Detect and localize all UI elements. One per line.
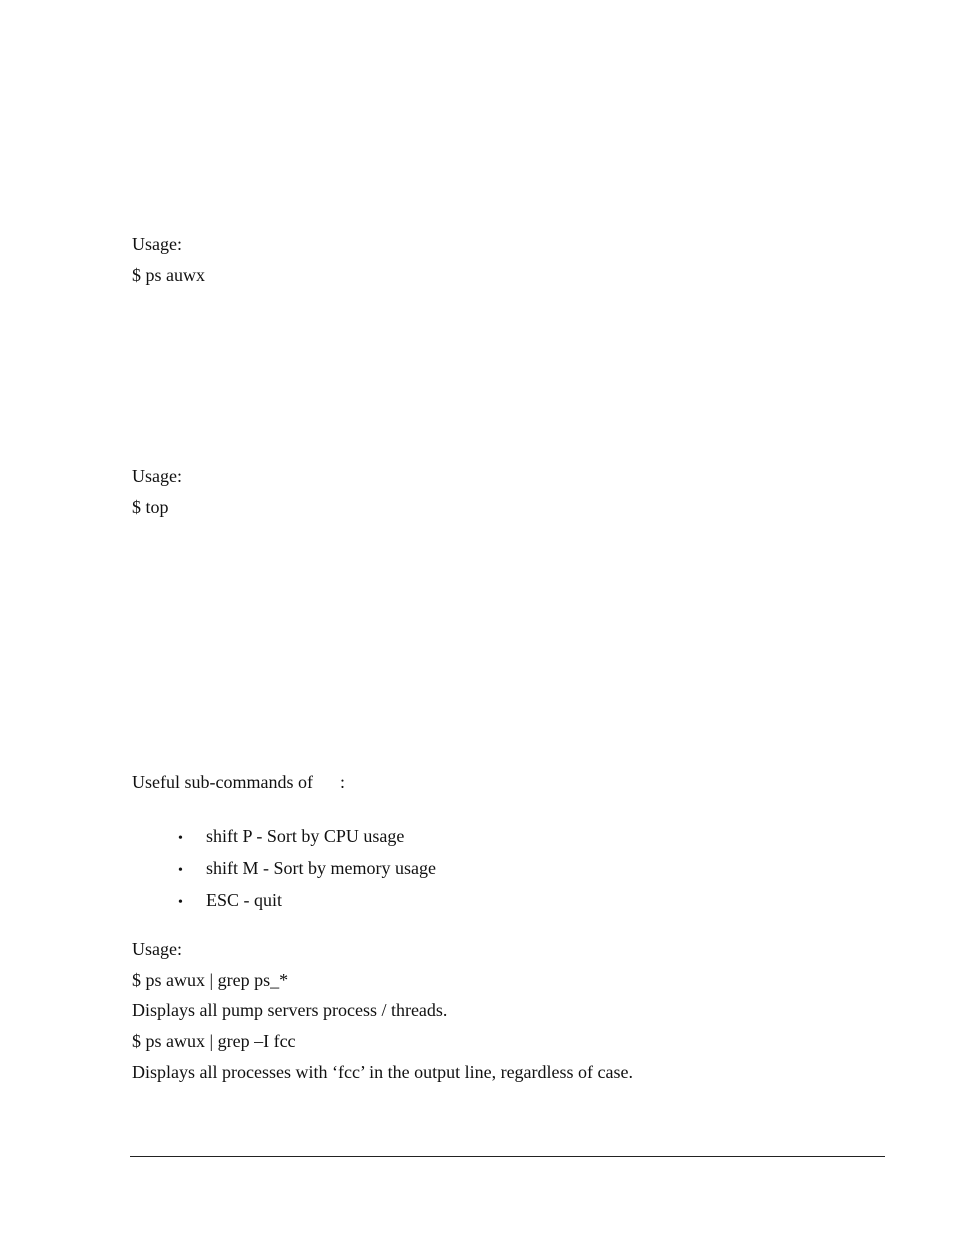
bullet-icon: • — [178, 895, 183, 910]
bullet-icon: • — [178, 863, 183, 878]
subcommands-heading: Useful sub-commands of : — [132, 772, 345, 792]
list-item-text: shift P - Sort by CPU usage — [206, 826, 405, 846]
grep-command-1: $ ps awux | grep ps_* — [132, 970, 289, 990]
bullet-icon: • — [178, 831, 183, 846]
footer-divider — [130, 1156, 885, 1157]
ps-usage-label: Usage: — [132, 234, 182, 254]
top-command: $ top — [132, 497, 169, 517]
grep-description-1: Displays all pump servers process / threads. — [132, 1000, 448, 1020]
grep-command-2: $ ps awux | grep –I fcc — [132, 1031, 296, 1051]
list-item-text: ESC - quit — [206, 890, 283, 910]
list-item — [160, 867, 282, 936]
grep-usage-label: Usage: — [132, 939, 182, 959]
ps-command: $ ps auwx — [132, 265, 205, 285]
list-item-text: shift M - Sort by memory usage — [206, 858, 436, 878]
top-usage-label: Usage: — [132, 466, 182, 486]
grep-description-2: Displays all processes with ‘fcc’ in the output line, regardless of case. — [132, 1062, 634, 1082]
